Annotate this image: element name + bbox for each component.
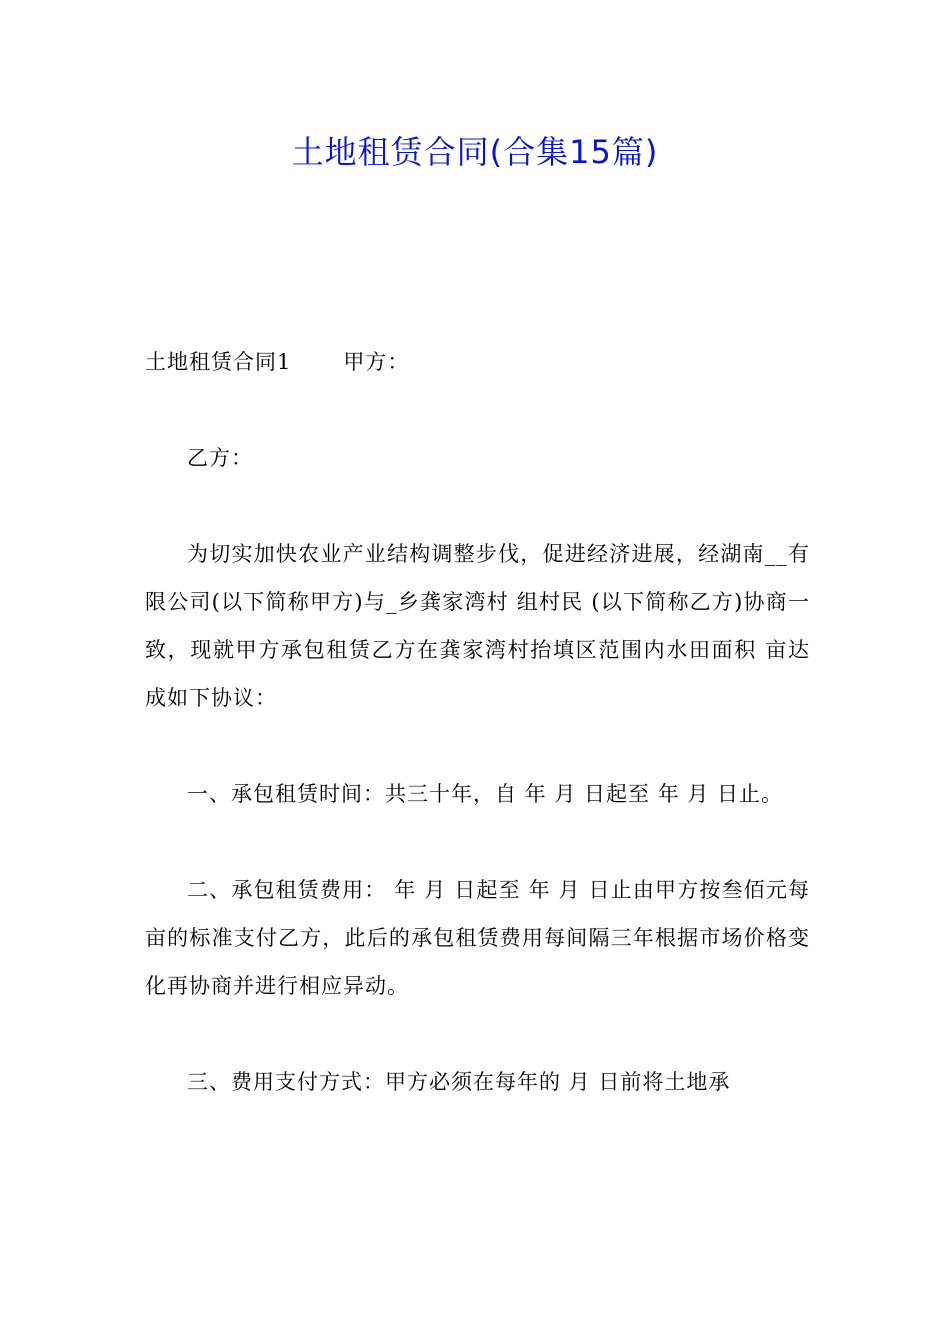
paragraph-fee: 二、承包租赁费用： 年 月 日起至 年 月 日止由甲方按叁佰元每亩的标准支付乙方，此后的承包租赁费用每间隔三年根据市场价格变化再协商并进行相应异动。 xyxy=(145,878,810,998)
section-heading-line xyxy=(145,338,810,386)
party-b-line xyxy=(145,434,810,482)
section-heading: 土地租赁合同1 xyxy=(145,350,292,374)
document-title: 土地租赁合同(合集15篇) xyxy=(291,133,659,171)
paragraph-intro: 为切实加快农业产业结构调整步伐，促进经济进展，经湖南__有限公司(以下简称甲方)与_乡龚家湾村 组村民 (以下简称乙方)协商一致，现就甲方承包租赁乙方在龚家湾村抬填区范围内水田面积 亩达成如下协议： xyxy=(145,542,810,710)
document-body xyxy=(145,338,810,1154)
paragraph-payment: 三、费用支付方式：甲方必须在每年的 月 日前将土地承 xyxy=(187,1070,731,1094)
party-b-label: 乙方： xyxy=(187,446,253,470)
paragraph-term: 一、承包租赁时间：共三十年，自 年 月 日起至 年 月 日止。 xyxy=(187,782,784,806)
party-a-label: 甲方： xyxy=(343,350,410,374)
